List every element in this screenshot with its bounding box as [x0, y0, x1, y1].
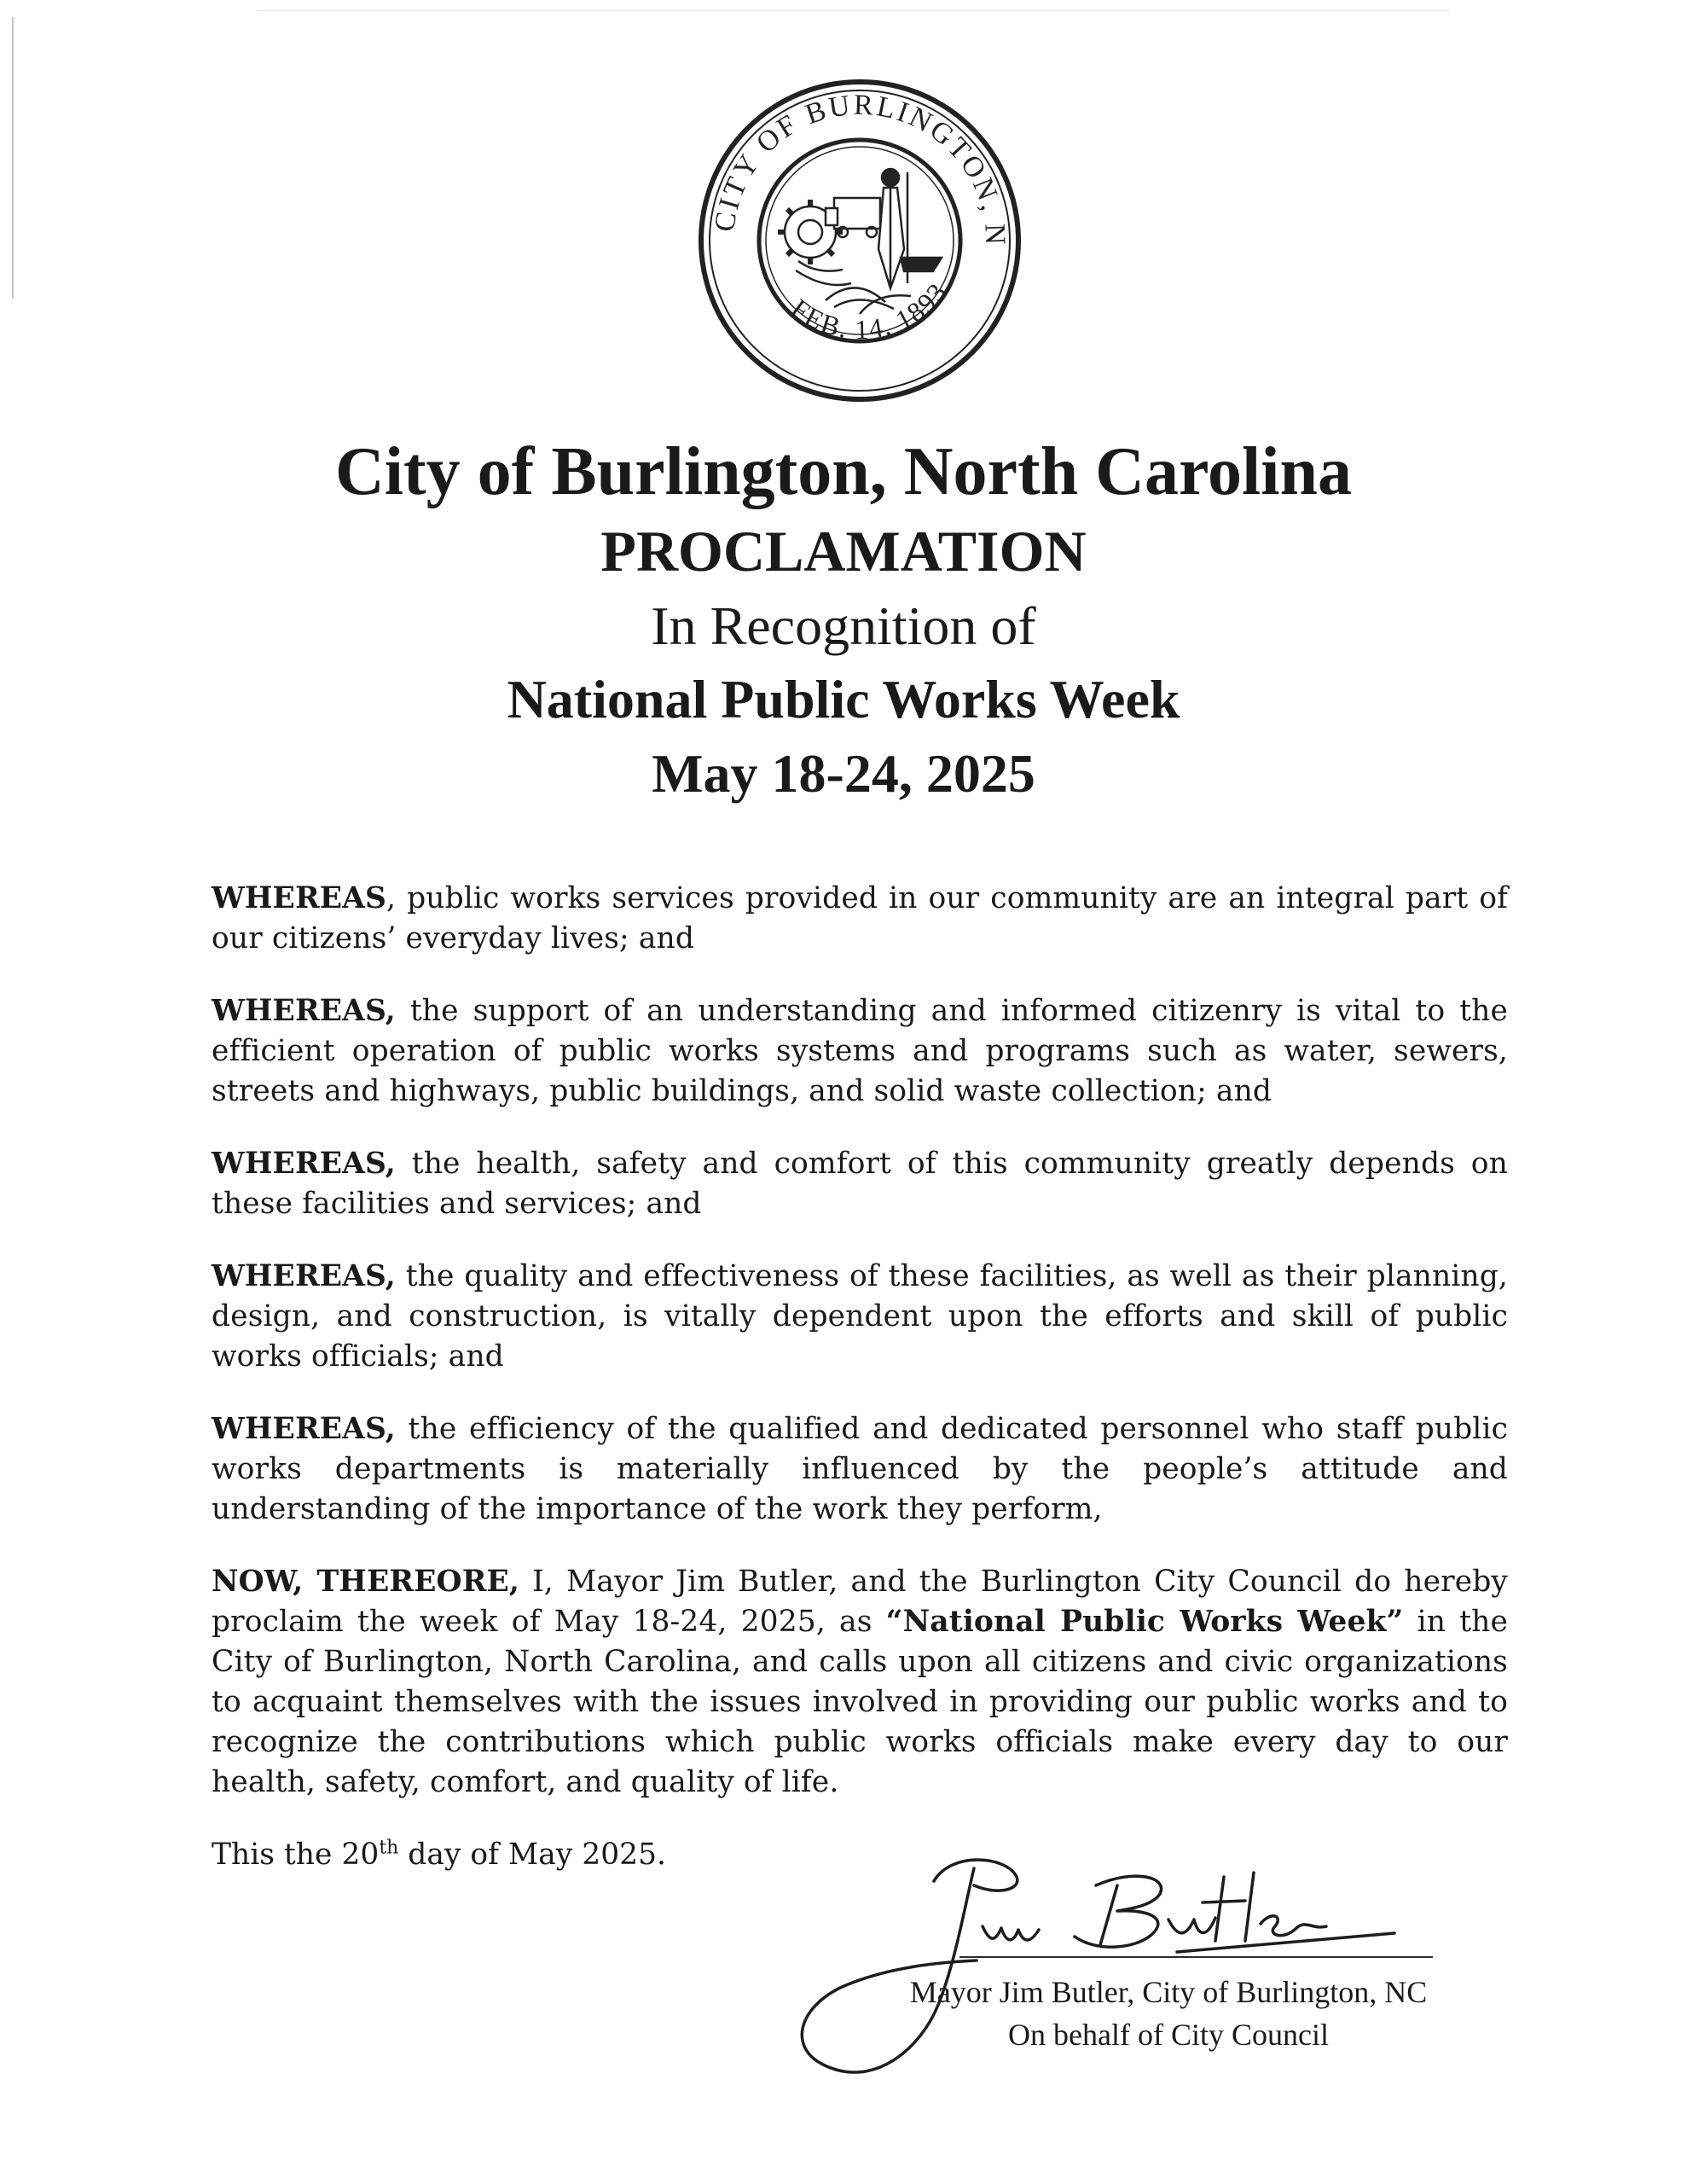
- scan-left-edge: [12, 17, 14, 299]
- page-title: City of Burlington, North Carolina: [335, 434, 1352, 509]
- whereas-text: the efficiency of the qualified and dedicated personnel who staff public works departments is materially influenced by the people’s attitude and understanding of the importance of the work they perform,: [212, 1412, 1508, 1526]
- resolution-lead: NOW, THEREORE,: [212, 1565, 519, 1599]
- whereas-paragraph-3: [212, 1144, 1508, 1224]
- whereas-paragraph-2: [212, 991, 1508, 1112]
- city-seal-graphic: [698, 78, 1022, 403]
- city-seal: [698, 78, 1022, 403]
- resolution-text-after: in the City of Burlington, North Carolina, and calls upon all citizens and civic organizations to acquaint themselves with the issues involved in providing our public works and to recognize the contributions which public works officials make every day to our health, safety, comfort, and quality of life.: [212, 1605, 1508, 1799]
- signatory-title: Mayor Jim Butler, City of Burlington, NC: [909, 1975, 1428, 2009]
- whereas-lead: WHEREAS,: [212, 1147, 396, 1181]
- event-name: National Public Works Week: [507, 669, 1180, 729]
- dated-prefix: This the 20: [212, 1838, 380, 1872]
- whereas-text: the health, safety and comfort of this community greatly depends on these facilities and services; and: [212, 1147, 1508, 1221]
- document-type: PROCLAMATION: [600, 519, 1087, 584]
- proclamation-header: [0, 431, 1687, 811]
- dated-ordinal: th: [379, 1837, 399, 1859]
- signature-block: [793, 1834, 1441, 2090]
- whereas-paragraph-4: [212, 1257, 1508, 1377]
- proclamation-body: [212, 879, 1508, 1875]
- whereas-lead: WHEREAS,: [212, 994, 396, 1028]
- whereas-text: the quality and effectiveness of these facilities, as well as their planning, design, and construction, is vitally dependent upon the efforts and skill of public works officials; and: [212, 1259, 1508, 1374]
- signatory-behalf: On behalf of City Council: [1008, 2018, 1329, 2052]
- whereas-text: , public works services provided in our community are an integral part of our citizens’ everyday lives; and: [212, 881, 1508, 956]
- signature-line: [959, 1956, 1433, 1958]
- scan-top-edge: [256, 10, 1450, 11]
- whereas-lead: WHEREAS,: [212, 1259, 396, 1293]
- whereas-lead: WHEREAS,: [212, 1412, 396, 1446]
- whereas-paragraph-1: [212, 879, 1508, 959]
- seal-ring-text-top: CITY OF BURLINGTON, N: [709, 89, 1012, 248]
- whereas-paragraph-5: [212, 1409, 1508, 1530]
- resolution-text-before: I, Mayor Jim Butler, and the Burlington City Council do hereby proclaim the week of May 18-24, 2025, as: [212, 1565, 1509, 1639]
- event-dates: May 18-24, 2025: [652, 743, 1035, 804]
- seal-ring-text-bottom: FEB. 14, 1893: [786, 276, 954, 346]
- resolution-paragraph: [212, 1562, 1508, 1803]
- resolution-highlight: “National Public Works Week”: [885, 1605, 1404, 1639]
- dated-rest: day of May 2025.: [398, 1838, 667, 1872]
- recognition-subtitle: In Recognition of: [651, 595, 1036, 656]
- whereas-text: the support of an understanding and informed citizenry is vital to the efficient operation of public works systems and programs such as water, sewers, streets and highways, public buildings, and solid waste collection; and: [212, 994, 1508, 1108]
- whereas-lead: WHEREAS: [212, 881, 386, 915]
- signatory: [793, 1971, 1441, 2056]
